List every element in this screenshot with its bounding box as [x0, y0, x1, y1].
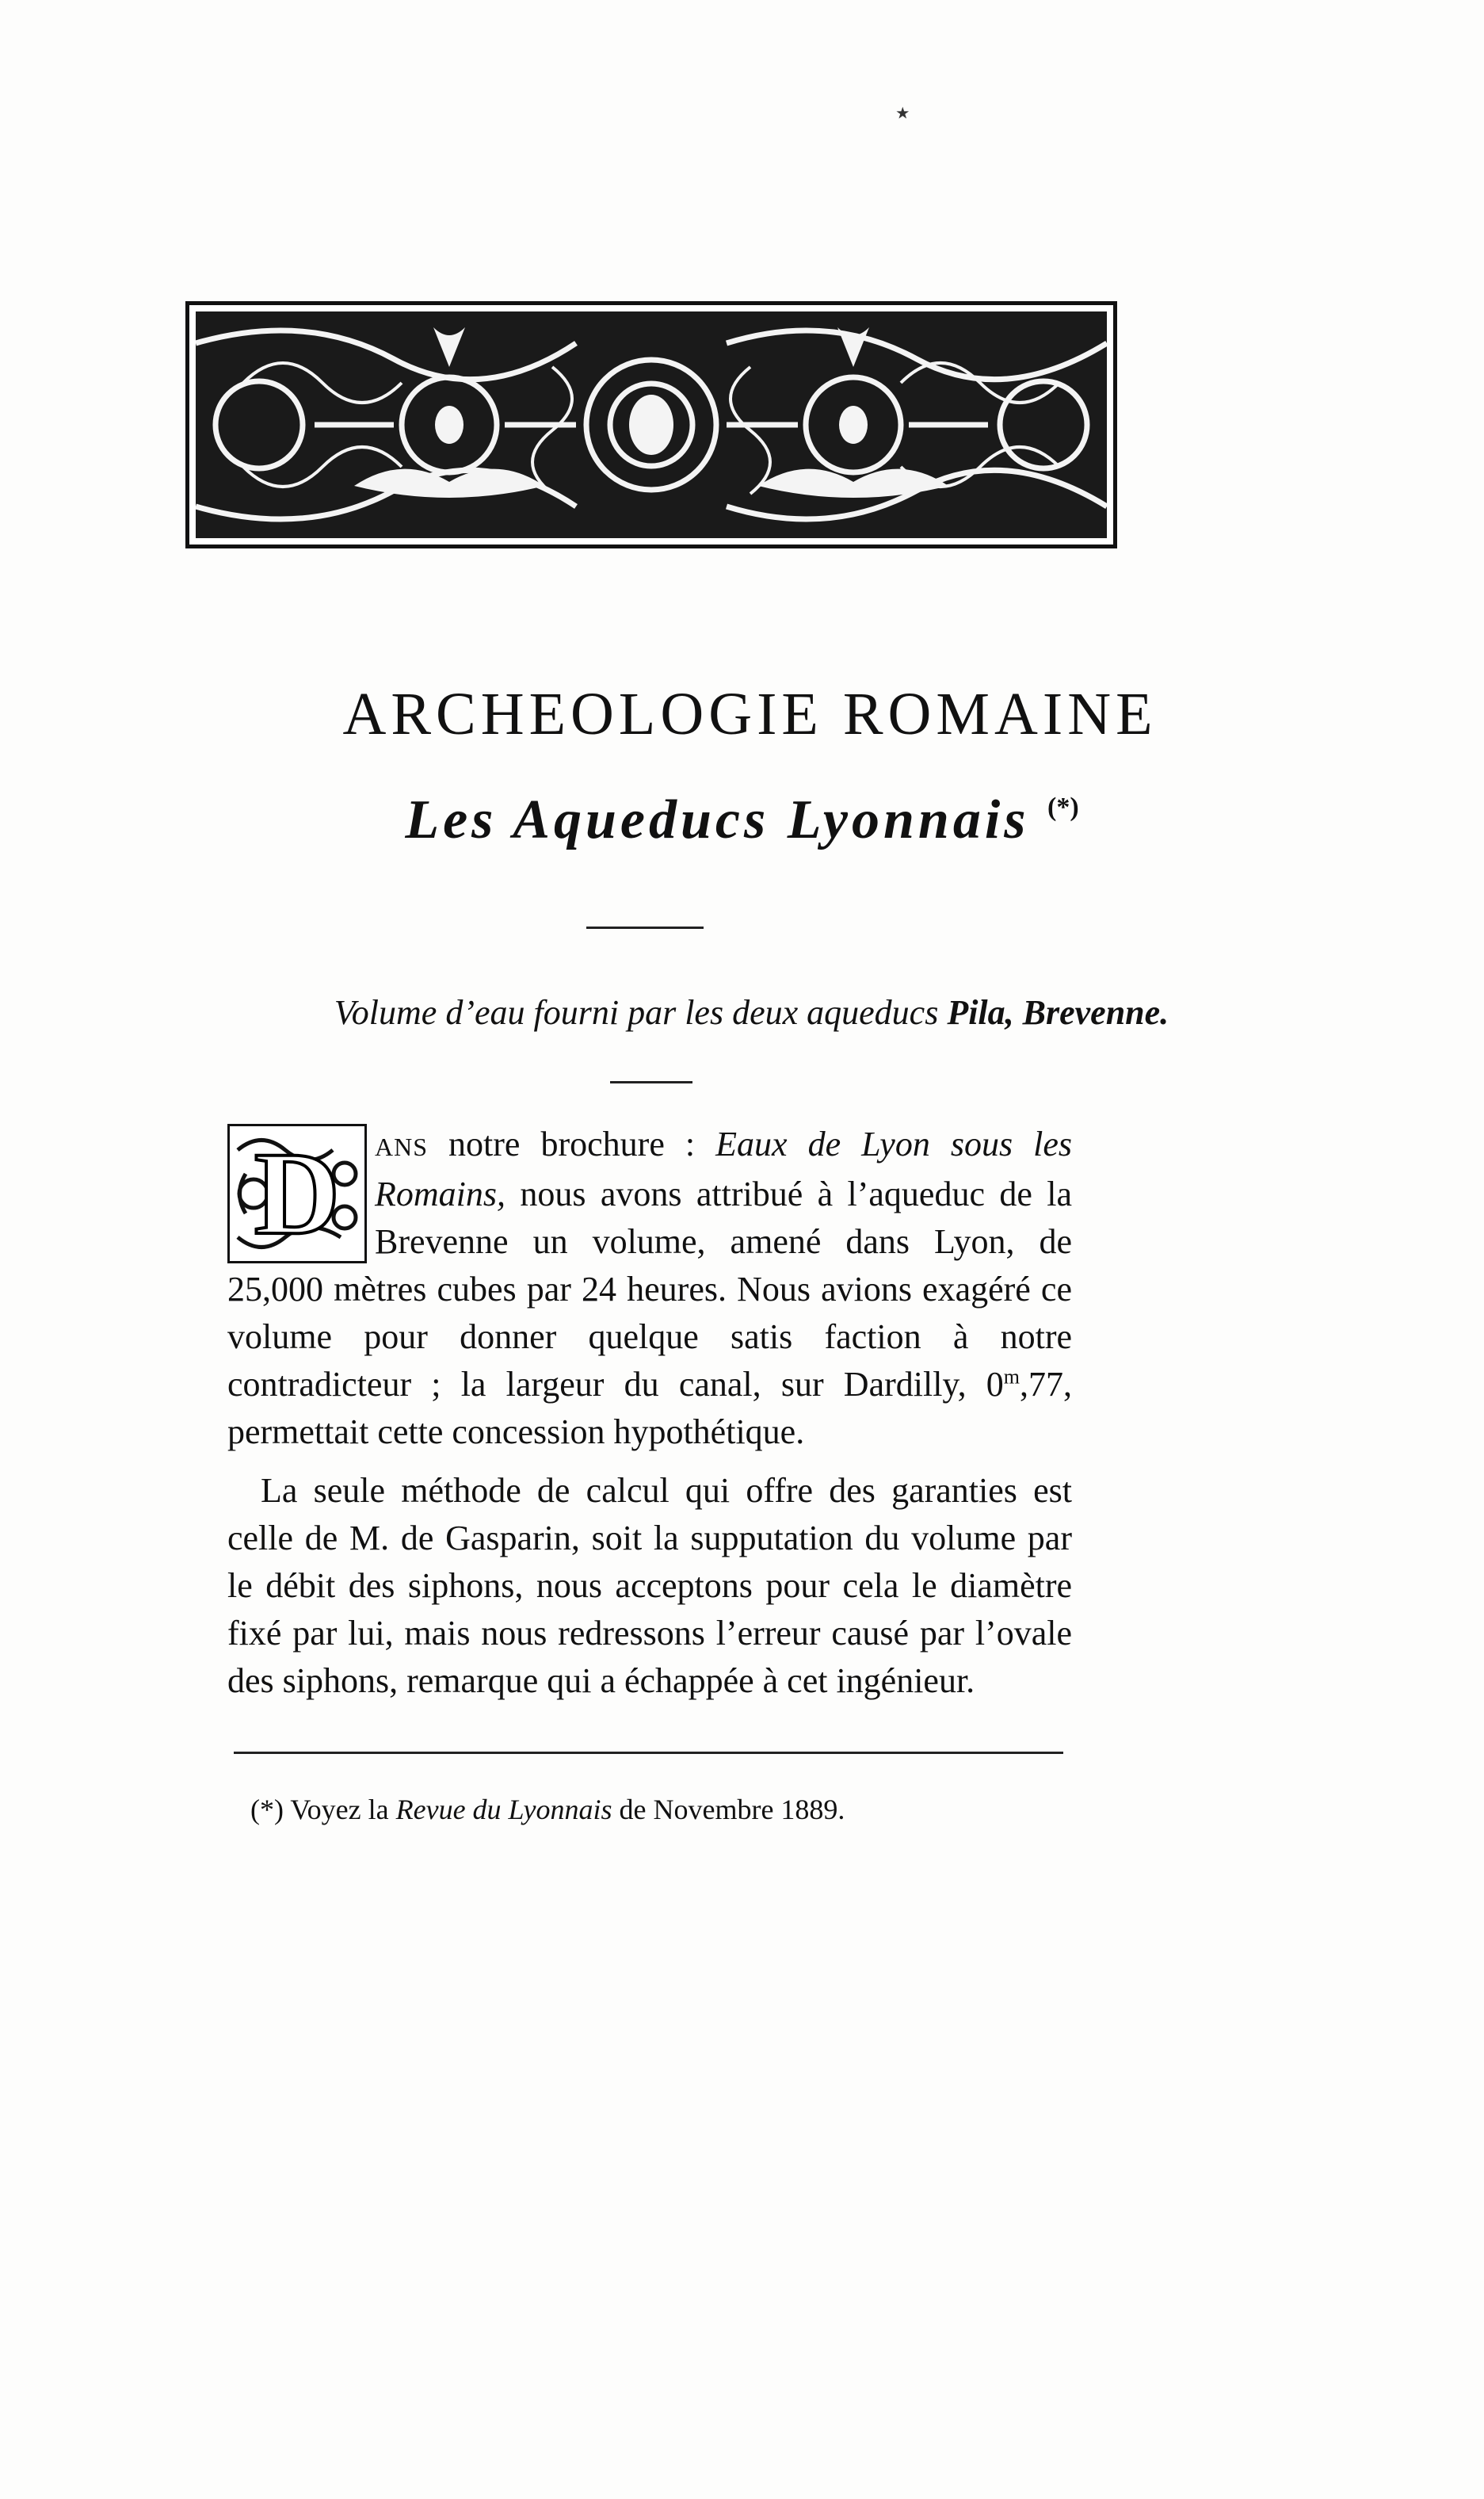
title-divider	[586, 927, 704, 929]
paragraph-1	[227, 1121, 1072, 1456]
paragraph-1-text: nous avons attribué à l’aqueduc de la Brevenne un volume, amené dans Lyon, de 25,000 mètres cubes par 24 heures. Nous avions exagéré ce volume pour donner quelque satis faction à notre contradicteur ; la largeur du canal, sur Dardilly, 0	[227, 1175, 1072, 1404]
paragraph-2: La seule méthode de calcul qui offre des garanties est celle de M. de Gasparin, soit la supputation du volume par le débit des siphons, nous acceptons pour cela le diamètre fixé par lui, mais nous redressons l’erreur causé par l’ovale des siphons, remarque qui a échappée à cet ingénieur.	[227, 1471, 1072, 1700]
meter-superscript: m	[1003, 1365, 1020, 1389]
page-title: ARCHEOLOGIE ROMAINE	[342, 681, 1158, 747]
section-heading	[0, 992, 1484, 1033]
article-body	[227, 1121, 1072, 1705]
section-heading-text: Volume d’eau fourni par les deux aqueducs	[334, 993, 948, 1032]
footnote-reference-mark: (*)	[1047, 793, 1079, 822]
footnote-mark: (*) Voyez la	[250, 1794, 396, 1825]
section-heading-names: Pila, Brevenne.	[947, 993, 1169, 1032]
paragraph-1-end: ,77, permettait cette concession hypothétique.	[227, 1365, 1072, 1451]
footnote	[250, 1793, 845, 1826]
footnote-divider	[234, 1752, 1063, 1754]
cited-work-title: Eaux de Lyon sous les Romains,	[375, 1125, 1073, 1213]
footnote-journal: Revue du Lyonnais	[395, 1794, 612, 1825]
page-subtitle	[0, 789, 1484, 852]
subtitle-text: Les Aqueducs Lyonnais	[405, 789, 1030, 850]
page-speck: ٭	[895, 98, 910, 128]
paragraph-1-lead: notre brochure :	[428, 1125, 716, 1164]
smallcaps-lead: ANS	[375, 1133, 429, 1161]
footnote-date: de Novembre 1889.	[612, 1794, 845, 1825]
initial-letter: D	[254, 1128, 341, 1259]
ornament-pattern-icon	[196, 311, 1107, 538]
decorated-initial	[227, 1124, 367, 1263]
ornamental-headpiece	[185, 301, 1117, 548]
section-divider	[610, 1081, 692, 1083]
